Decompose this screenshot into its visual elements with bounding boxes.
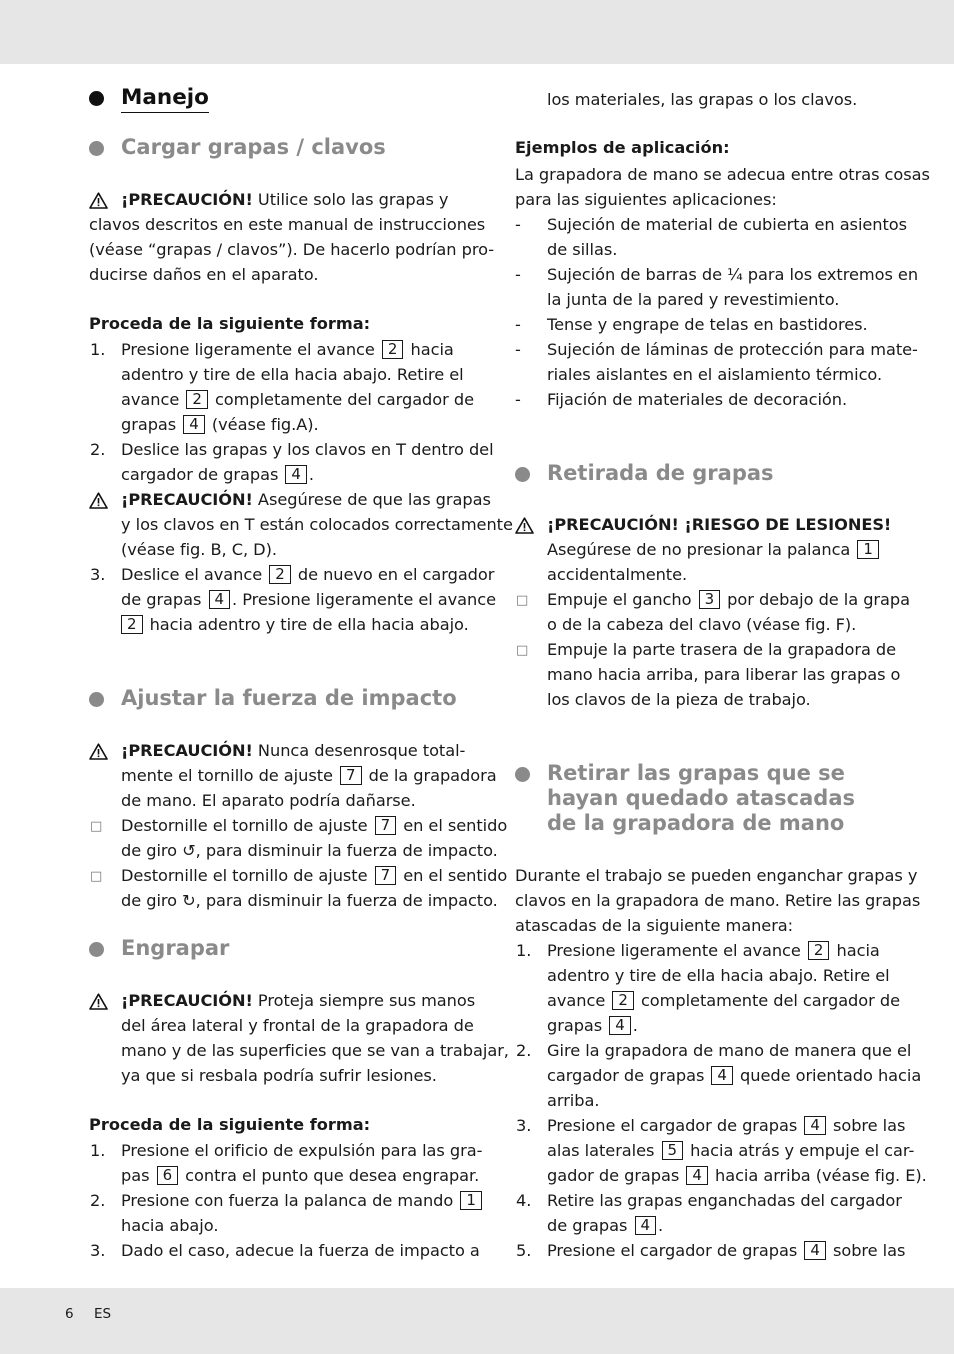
text: mente el tornillo de ajuste <box>121 766 339 785</box>
text: Presione con fuerza la palanca de mando <box>121 1191 459 1210</box>
language-code: ES <box>94 1306 112 1322</box>
heading-text: de la grapadora de mano <box>547 811 845 835</box>
list-item <box>515 1038 911 1063</box>
warning-label: ¡PRECAUCIÓN! <box>121 991 253 1010</box>
list-item <box>89 1238 480 1263</box>
text-line <box>89 888 498 913</box>
text: pas <box>121 1166 155 1185</box>
list-item <box>515 637 896 662</box>
dash-bullet: - <box>515 390 521 409</box>
text-line <box>515 988 900 1013</box>
part-number-box: 4 <box>804 1116 826 1135</box>
text-line: adentro y tire de ella hacia abajo. Retire el <box>547 966 890 985</box>
text-line: atascadas de la siguiente manera: <box>515 916 794 935</box>
bullet-dot-icon <box>89 692 104 707</box>
warning-paragraph <box>89 187 448 212</box>
part-number-box: 2 <box>269 565 291 584</box>
text: completamente del cargador de <box>209 390 474 409</box>
text-line: de sillas. <box>547 240 618 259</box>
text: . <box>308 465 315 484</box>
warning-label: ¡PRECAUCIÓN! ¡RIESGO DE LESIONES! <box>547 515 892 534</box>
text: Sujeción de material de cubierta en asientos <box>547 215 908 234</box>
dash-bullet: - <box>515 315 521 334</box>
text: Utilice solo las grapas y <box>252 190 449 209</box>
list-number: 2. <box>516 1041 532 1060</box>
checkbox-bullet-icon: □ <box>516 643 529 658</box>
text-line: ducirse daños en el aparato. <box>89 265 319 284</box>
text: grapas <box>547 1016 608 1035</box>
list-item <box>515 262 918 287</box>
procedure-heading: Proceda de la siguiente forma: <box>89 314 371 333</box>
text-line: riales aislantes en el aislamiento térmico. <box>547 365 883 384</box>
text-line: los materiales, las grapas o los clavos. <box>547 90 858 109</box>
dash-bullet: - <box>515 215 521 234</box>
list-item <box>89 562 494 587</box>
list-number: 1. <box>90 1141 106 1160</box>
text-line <box>89 838 498 863</box>
text: Dado el caso, adecue la fuerza de impacto a <box>121 1241 480 1260</box>
text-line: la junta de la pared y revestimiento. <box>547 290 840 309</box>
warning-paragraph <box>515 512 891 537</box>
heading-text: Ajustar la fuerza de impacto <box>121 686 457 710</box>
text: Presione el cargador de grapas <box>547 1116 803 1135</box>
text: Sujeción de láminas de protección para mate- <box>547 340 918 359</box>
list-item <box>515 1113 905 1138</box>
text: de giro <box>121 841 183 860</box>
heading-text: Manejo <box>121 85 209 113</box>
part-number-box: 4 <box>635 1216 657 1235</box>
list-item <box>515 587 910 612</box>
list-item <box>89 1138 482 1163</box>
list-item <box>89 863 507 888</box>
text: de giro <box>121 891 183 910</box>
text: Deslice las grapas y los clavos en T dentro del <box>121 440 494 459</box>
text-line <box>89 763 497 788</box>
warning-triangle-icon <box>89 743 108 760</box>
warning-paragraph <box>89 487 491 512</box>
text: Presione ligeramente el avance <box>121 340 380 359</box>
part-number-box: 4 <box>183 415 205 434</box>
checkbox-bullet-icon: □ <box>90 819 103 834</box>
list-item <box>515 212 907 237</box>
text-line: mano y de las superficies que se van a trabajar, <box>121 1041 509 1060</box>
text-line: mano hacia arriba, para liberar las grapas o <box>547 665 901 684</box>
part-number-box: 6 <box>157 1166 179 1185</box>
text-line <box>89 612 469 637</box>
list-number: 5. <box>516 1241 532 1260</box>
text-line <box>89 587 496 612</box>
bullet-dot-icon <box>89 91 104 106</box>
checkbox-bullet-icon: □ <box>516 593 529 608</box>
text: grapas <box>121 415 182 434</box>
list-number: 2. <box>90 1191 106 1210</box>
list-item <box>89 437 494 462</box>
text: (véase fig.A). <box>206 415 319 434</box>
text: Empuje el gancho <box>547 590 697 609</box>
text: hacia <box>831 941 880 960</box>
text-line: accidentalmente. <box>547 565 688 584</box>
text-line: ya que si resbala podría sufrir lesiones. <box>121 1066 437 1085</box>
text: Nunca desenrosque total- <box>252 741 466 760</box>
text: Asegúrese de no presionar la palanca <box>547 540 856 559</box>
text: . Presione ligeramente el avance <box>232 590 497 609</box>
part-number-box: 2 <box>612 991 634 1010</box>
dash-bullet: - <box>515 340 521 359</box>
part-number-box: 5 <box>662 1141 684 1160</box>
text: completamente del cargador de <box>635 991 900 1010</box>
text: Presione el cargador de grapas <box>547 1241 803 1260</box>
heading-text: Retirar las grapas que se <box>547 761 845 785</box>
text-line: o de la cabeza del clavo (véase fig. F). <box>547 615 857 634</box>
text: Deslice el avance <box>121 565 268 584</box>
part-number-box: 7 <box>375 816 397 835</box>
text-line: clavos en la grapadora de mano. Retire las grapas <box>515 891 921 910</box>
text: cargador de grapas <box>547 1066 710 1085</box>
bullet-dot-icon <box>89 942 104 957</box>
text-line: clavos descritos en este manual de instrucciones <box>89 215 486 234</box>
part-number-box: 7 <box>375 866 397 885</box>
text: , para disminuir la fuerza de impacto. <box>195 891 498 910</box>
text: . <box>658 1216 664 1235</box>
text: alas laterales <box>547 1141 660 1160</box>
top-header-band <box>0 0 954 64</box>
text: por debajo de la grapa <box>722 590 911 609</box>
warning-triangle-icon <box>89 492 108 509</box>
text-line: para las siguientes aplicaciones: <box>515 190 777 209</box>
part-number-box: 2 <box>382 340 404 359</box>
part-number-box: 4 <box>285 465 307 484</box>
text: sobre las <box>827 1241 906 1260</box>
text-line: los clavos de la pieza de trabajo. <box>547 690 811 709</box>
warning-triangle-icon <box>515 517 534 534</box>
part-number-box: 1 <box>857 540 879 559</box>
rotate-clockwise-icon: ↻ <box>182 891 196 910</box>
text-line <box>515 1213 663 1238</box>
text: de grapas <box>121 590 207 609</box>
text: hacia arriba (véase fig. E). <box>709 1166 927 1185</box>
text: de grapas <box>547 1216 633 1235</box>
text-line <box>515 537 881 562</box>
list-number: 1. <box>516 941 532 960</box>
text: Presione ligeramente el avance <box>547 941 806 960</box>
list-number: 3. <box>516 1116 532 1135</box>
examples-heading: Ejemplos de aplicación: <box>515 138 730 157</box>
bullet-dot-icon <box>515 767 530 782</box>
text: Fijación de materiales de decoración. <box>547 390 848 409</box>
text-line <box>89 412 319 437</box>
text: Tense y engrape de telas en bastidores. <box>547 315 868 334</box>
text: de nuevo en el cargador <box>292 565 495 584</box>
bullet-dot-icon <box>89 141 104 156</box>
text: quede orientado hacia <box>734 1066 922 1085</box>
part-number-box: 2 <box>121 615 143 634</box>
text-line <box>515 1013 638 1038</box>
part-number-box: 4 <box>804 1241 826 1260</box>
page-number: 6 <box>65 1306 74 1322</box>
heading-text: Retirada de grapas <box>547 461 774 485</box>
text: de la grapadora <box>363 766 497 785</box>
rotate-counterclockwise-icon: ↺ <box>182 841 196 860</box>
text: Gire la grapadora de mano de manera que el <box>547 1041 912 1060</box>
list-item <box>515 312 868 337</box>
text-line <box>89 387 474 412</box>
text-line <box>89 1163 479 1188</box>
list-number: 3. <box>90 565 106 584</box>
warning-triangle-icon <box>89 993 108 1010</box>
text: , para disminuir la fuerza de impacto. <box>195 841 498 860</box>
text: Sujeción de barras de ¼ para los extremos en <box>547 265 919 284</box>
text: avance <box>121 390 185 409</box>
list-item <box>89 337 454 362</box>
list-number: 3. <box>90 1241 106 1260</box>
list-item <box>515 337 918 362</box>
list-item <box>89 1188 484 1213</box>
text-line: adentro y tire de ella hacia abajo. Retire el <box>121 365 464 384</box>
text-line: Durante el trabajo se pueden enganchar grapas y <box>515 866 918 885</box>
heading-text: hayan quedado atascadas <box>547 786 855 810</box>
text-line: y los clavos en T están colocados correctamente <box>121 515 513 534</box>
text: Proteja siempre sus manos <box>252 991 476 1010</box>
list-number: 4. <box>516 1191 532 1210</box>
warning-paragraph <box>89 738 465 763</box>
text: Presione el orificio de expulsión para las gra- <box>121 1141 483 1160</box>
text: cargador de grapas <box>121 465 284 484</box>
part-number-box: 3 <box>699 590 721 609</box>
footer-band <box>0 1288 954 1354</box>
text: Empuje la parte trasera de la grapadora de <box>547 640 897 659</box>
warning-triangle-icon <box>89 192 108 209</box>
text: gador de grapas <box>547 1166 685 1185</box>
text: avance <box>547 991 611 1010</box>
warning-label: ¡PRECAUCIÓN! <box>121 741 253 760</box>
list-item <box>515 1238 905 1263</box>
part-number-box: 2 <box>186 390 208 409</box>
warning-paragraph <box>89 988 475 1013</box>
dash-bullet: - <box>515 265 521 284</box>
part-number-box: 4 <box>609 1016 631 1035</box>
list-item <box>89 813 507 838</box>
heading-text: Engrapar <box>121 936 230 960</box>
text: en el sentido <box>398 866 508 885</box>
part-number-box: 7 <box>340 766 362 785</box>
list-item <box>515 387 847 412</box>
text: sobre las <box>827 1116 906 1135</box>
list-number: 1. <box>90 340 106 359</box>
text-line: hacia abajo. <box>121 1216 219 1235</box>
text: Retire las grapas enganchadas del cargador <box>547 1191 902 1210</box>
warning-label: ¡PRECAUCIÓN! <box>121 490 253 509</box>
text: Destornille el tornillo de ajuste <box>121 816 373 835</box>
text: Asegúrese de que las grapas <box>252 490 491 509</box>
heading-text: Cargar grapas / clavos <box>121 135 386 159</box>
text-line <box>515 1063 921 1088</box>
part-number-box: 1 <box>460 1191 482 1210</box>
text-line <box>515 1138 914 1163</box>
list-item <box>515 1188 902 1213</box>
text: hacia atrás y empuje el car- <box>685 1141 915 1160</box>
text-line <box>89 462 314 487</box>
text: hacia adentro y tire de ella hacia abajo. <box>144 615 469 634</box>
text: Destornille el tornillo de ajuste <box>121 866 373 885</box>
text: contra el punto que desea engrapar. <box>180 1166 480 1185</box>
procedure-heading: Proceda de la siguiente forma: <box>89 1115 371 1134</box>
text-line: de mano. El aparato podría dañarse. <box>121 791 416 810</box>
list-item <box>515 938 880 963</box>
text: en el sentido <box>398 816 508 835</box>
checkbox-bullet-icon: □ <box>90 869 103 884</box>
text: . <box>632 1016 638 1035</box>
list-number: 2. <box>90 440 106 459</box>
text-line: del área lateral y frontal de la grapadora de <box>121 1016 474 1035</box>
text-line: (véase fig. B, C, D). <box>121 540 277 559</box>
part-number-box: 4 <box>711 1066 733 1085</box>
text-line: arriba. <box>547 1091 600 1110</box>
text-line <box>515 1163 927 1188</box>
part-number-box: 4 <box>209 590 231 609</box>
warning-label: ¡PRECAUCIÓN! <box>121 190 253 209</box>
text: hacia <box>405 340 454 359</box>
part-number-box: 4 <box>686 1166 708 1185</box>
text-line: La grapadora de mano se adecua entre otras cosas <box>515 165 930 184</box>
part-number-box: 2 <box>808 941 830 960</box>
bullet-dot-icon <box>515 467 530 482</box>
text-line: (véase “grapas / clavos”). De hacerlo podrían pro- <box>89 240 495 259</box>
